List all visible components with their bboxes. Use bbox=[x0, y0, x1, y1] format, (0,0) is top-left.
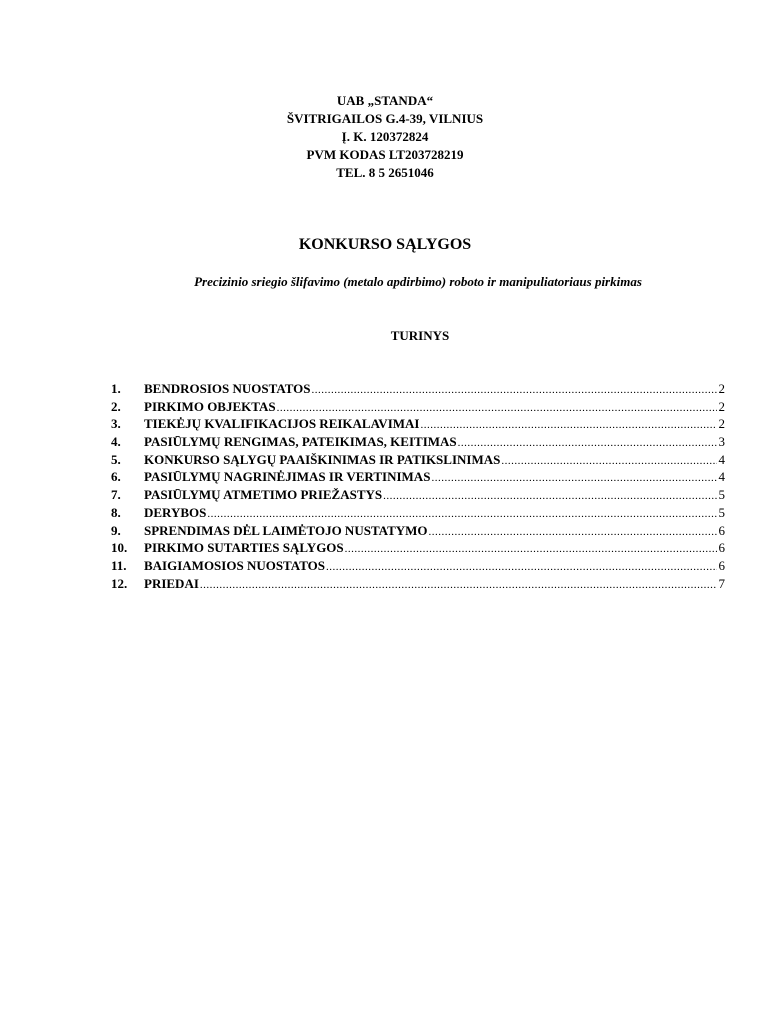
toc-entry-page: 4 bbox=[718, 469, 725, 485]
toc-entry-title: PASIŪLYMŲ NAGRINĖJIMAS IR VERTINIMAS bbox=[144, 469, 431, 485]
toc-entry-number: 12. bbox=[111, 575, 128, 591]
toc-entry-title: PASIŪLYMŲ RENGIMAS, PATEIKIMAS, KEITIMAS bbox=[144, 434, 457, 450]
toc-entry-title: PIRKIMO SUTARTIES SĄLYGOS bbox=[144, 540, 344, 556]
toc-entry-page: 2 bbox=[718, 381, 725, 396]
toc-entry-number: 10. bbox=[111, 540, 128, 556]
toc-entry-1[interactable] bbox=[111, 380, 725, 398]
table-of-contents bbox=[111, 380, 725, 592]
toc-entry-title: PASIŪLYMŲ ATMETIMO PRIEŽASTYS bbox=[144, 487, 383, 503]
company-vat-code: PVM KODAS LT203728219 bbox=[306, 147, 464, 162]
toc-leader-dots bbox=[312, 382, 717, 400]
toc-leader-dots bbox=[420, 417, 716, 435]
toc-entry-title: DERYBOS bbox=[144, 504, 207, 520]
toc-entry-number: 1. bbox=[111, 381, 121, 396]
toc-entry-4[interactable] bbox=[111, 433, 725, 451]
toc-entry-page: 6 bbox=[718, 557, 725, 573]
company-code: Į. K. 120372824 bbox=[341, 129, 429, 144]
toc-entry-10[interactable] bbox=[111, 539, 725, 557]
toc-entry-number: 7. bbox=[111, 487, 121, 503]
toc-entry-page: 2 bbox=[718, 398, 725, 414]
toc-entry-number: 3. bbox=[111, 416, 121, 432]
toc-entry-number: 2. bbox=[111, 398, 121, 414]
toc-entry-page: 6 bbox=[718, 522, 725, 538]
toc-entry-number: 4. bbox=[111, 434, 121, 450]
toc-entry-title: SPRENDIMAS DĖL LAIMĖTOJO NUSTATYMO bbox=[144, 522, 428, 538]
toc-entry-title: KONKURSO SĄLYGŲ PAAIŠKINIMAS IR PATIKSLINIMAS bbox=[144, 451, 501, 467]
toc-entry-title: PRIEDAI bbox=[144, 575, 199, 591]
toc-leader-dots bbox=[200, 577, 717, 595]
toc-entry-page: 3 bbox=[718, 434, 725, 450]
toc-entry-number: 6. bbox=[111, 469, 121, 485]
toc-entry-6[interactable] bbox=[111, 468, 725, 486]
toc-entry-8[interactable] bbox=[111, 504, 725, 522]
toc-entry-title: PIRKIMO OBJEKTAS bbox=[144, 398, 276, 414]
toc-entry-title: BENDROSIOS NUOSTATOS bbox=[144, 381, 311, 396]
toc-leader-dots bbox=[429, 524, 717, 542]
toc-entry-number: 8. bbox=[111, 504, 121, 520]
toc-entry-number: 5. bbox=[111, 451, 121, 467]
toc-entry-number: 9. bbox=[111, 522, 121, 538]
toc-leader-dots bbox=[383, 488, 716, 506]
toc-entry-page: 5 bbox=[718, 504, 725, 520]
toc-heading: TURINYS bbox=[390, 328, 450, 343]
company-address: ŠVITRIGAILOS G.4-39, VILNIUS bbox=[286, 111, 484, 126]
company-phone: TEL. 8 5 2651046 bbox=[336, 165, 434, 180]
toc-entry-page: 2 bbox=[718, 416, 725, 432]
document-subtitle: Precizinio sriegio šlifavimo (metalo apdirbimo) roboto ir manipuliatoriaus pirkimas bbox=[194, 274, 642, 289]
toc-entry-5[interactable] bbox=[111, 451, 725, 469]
toc-entry-7[interactable] bbox=[111, 486, 725, 504]
toc-entry-11[interactable] bbox=[111, 557, 725, 575]
toc-leader-dots bbox=[501, 453, 716, 471]
company-header bbox=[0, 92, 770, 182]
toc-entry-page: 6 bbox=[718, 540, 725, 556]
toc-entry-page: 4 bbox=[718, 451, 725, 467]
document-title: KONKURSO SĄLYGOS bbox=[298, 236, 472, 253]
toc-leader-dots bbox=[431, 470, 716, 488]
toc-entry-number: 11. bbox=[111, 557, 127, 573]
toc-entry-12[interactable] bbox=[111, 575, 725, 593]
toc-entry-3[interactable] bbox=[111, 415, 725, 433]
toc-entry-title: TIEKĖJŲ KVALIFIKACIJOS REIKALAVIMAI bbox=[144, 416, 420, 432]
toc-entry-9[interactable] bbox=[111, 522, 725, 540]
toc-leader-dots bbox=[326, 559, 717, 577]
toc-entry-2[interactable] bbox=[111, 398, 725, 416]
toc-entry-title: BAIGIAMOSIOS NUOSTATOS bbox=[144, 557, 325, 573]
toc-entry-page: 5 bbox=[718, 487, 725, 503]
toc-leader-dots bbox=[345, 541, 717, 559]
company-name: UAB „STANDA“ bbox=[336, 93, 434, 108]
toc-entry-page: 7 bbox=[718, 575, 725, 591]
